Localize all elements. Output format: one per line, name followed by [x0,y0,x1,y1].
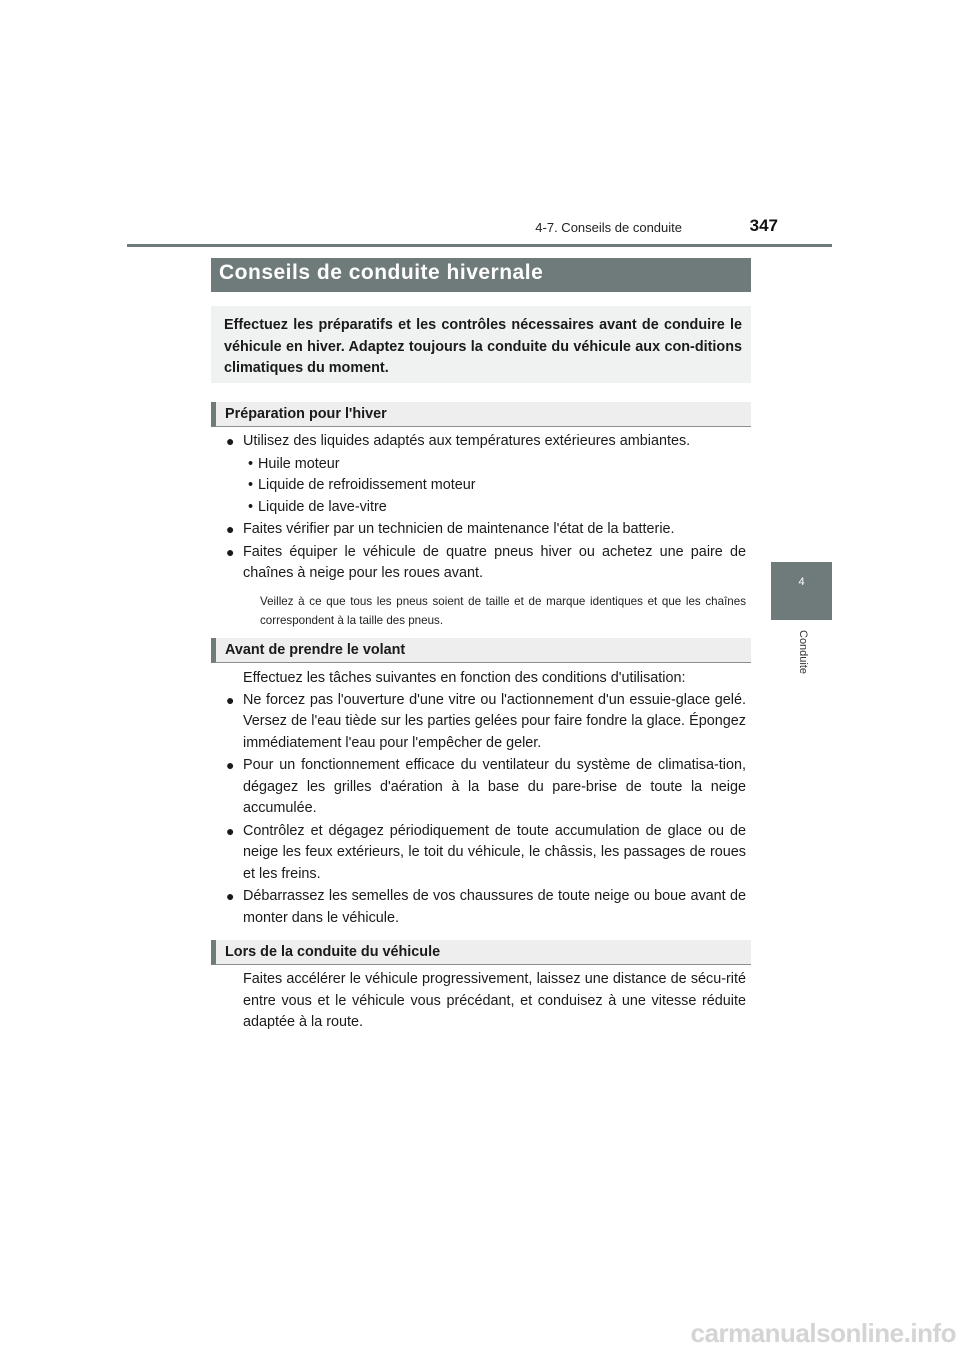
intro-text: Effectuez les préparatifs et les contrôles nécessaires avant de conduire le véhicule en hiver. Adaptez toujours la conduite du véhicule aux con-ditions climatiques du moment. [224,317,742,376]
sub-list-item [226,454,746,476]
list-item [226,519,746,541]
bullet-icon: ● [226,521,235,537]
sub-list-item [226,475,746,497]
chapter-number: 4 [798,576,805,588]
sub-list-item [226,497,746,519]
section-body-before-driving [226,668,746,930]
page-header [0,216,960,240]
sub-bullet-icon: • [248,477,254,493]
section-heading-preparation [211,402,751,427]
sub-list-item-text: Huile moteur [258,455,340,472]
list-item [226,821,746,886]
section-heading-text: Avant de prendre le volant [225,642,406,658]
list-item-text: Utilisez des liquides adaptés aux températures extérieures ambiantes. [243,433,691,449]
bullet-icon: ● [226,543,235,560]
sub-list-item-text: Liquide de refroidissement moteur [258,477,476,493]
page-title-bar [211,258,751,292]
section-heading-while-driving [211,940,751,965]
list-item [226,755,746,820]
intro-box [211,306,751,383]
note-text: Veillez à ce que tous les pneus soient de taille et de marque identiques et que les chaînes correspondent à la taille des pneus. [260,594,746,627]
sub-list-item-text: Liquide de lave-vitre [258,498,387,515]
list-item [226,886,746,929]
section-heading-text: Lors de la conduite du véhicule [225,944,441,960]
section-heading-before-driving [211,638,751,663]
watermark [660,1318,956,1354]
chapter-label-text: Conduite [797,630,809,675]
list-item-text: Pour un fonctionnement efficace du ventilateur du système de climatisa-tion, dégagez les grilles d'aération à la base du pare-brise de toute la neige accumulée. [243,757,746,816]
chapter-tab[interactable] [771,562,832,620]
list-item [226,431,746,453]
bullet-icon: ● [226,888,235,904]
bullet-icon: ● [226,691,235,708]
chapter-label [783,630,823,690]
list-item [226,690,746,755]
section-heading-text: Préparation pour l'hiver [225,406,387,422]
section-body-preparation [226,431,746,630]
page-number: 347 [749,216,778,235]
list-item-text: Contrôlez et dégagez périodiquement de toute accumulation de glace ou de neige les feux extérieurs, le toit du véhicule, le châssis, les passages de roues et les freins. [243,822,746,882]
section-lead-text: Effectuez les tâches suivantes en fonction des conditions d'utilisation: [243,670,686,686]
section-reference: 4-7. Conseils de conduite [535,220,682,235]
sub-bullet-icon: • [248,455,254,472]
section-body-while-driving [226,969,746,1034]
list-item-text: Ne forcez pas l'ouverture d'une vitre ou l'actionnement d'un essuie-glace gelé. Versez de l'eau tiède sur les parties gelées pour faire fondre la glace. Épongez immédiatement l'eau pour l'empêcher de geler. [243,691,746,751]
list-item [226,542,746,585]
bullet-icon: ● [226,433,235,449]
list-item-text: Faites vérifier par un technicien de maintenance l'état de la batterie. [243,521,675,537]
sub-bullet-icon: • [248,498,254,515]
list-item-text: Faites équiper le véhicule de quatre pneus hiver ou achetez une paire de chaînes à neige pour les roues avant. [243,543,746,581]
list-item-text: Débarrassez les semelles de vos chaussures de toute neige ou boue avant de monter dans le véhicule. [243,888,746,926]
section-lead-text: Faites accélérer le véhicule progressivement, laissez une distance de sécu-rité entre vous et le véhicule vous précédant, et conduisez à une vitesse réduite adaptée à la route. [243,971,746,1030]
bullet-icon: ● [226,822,235,839]
watermark-text: carmanualsonline.info [690,1318,956,1348]
page-title: Conseils de conduite hivernale [219,261,544,284]
header-rule [127,244,832,247]
bullet-icon: ● [226,757,235,773]
